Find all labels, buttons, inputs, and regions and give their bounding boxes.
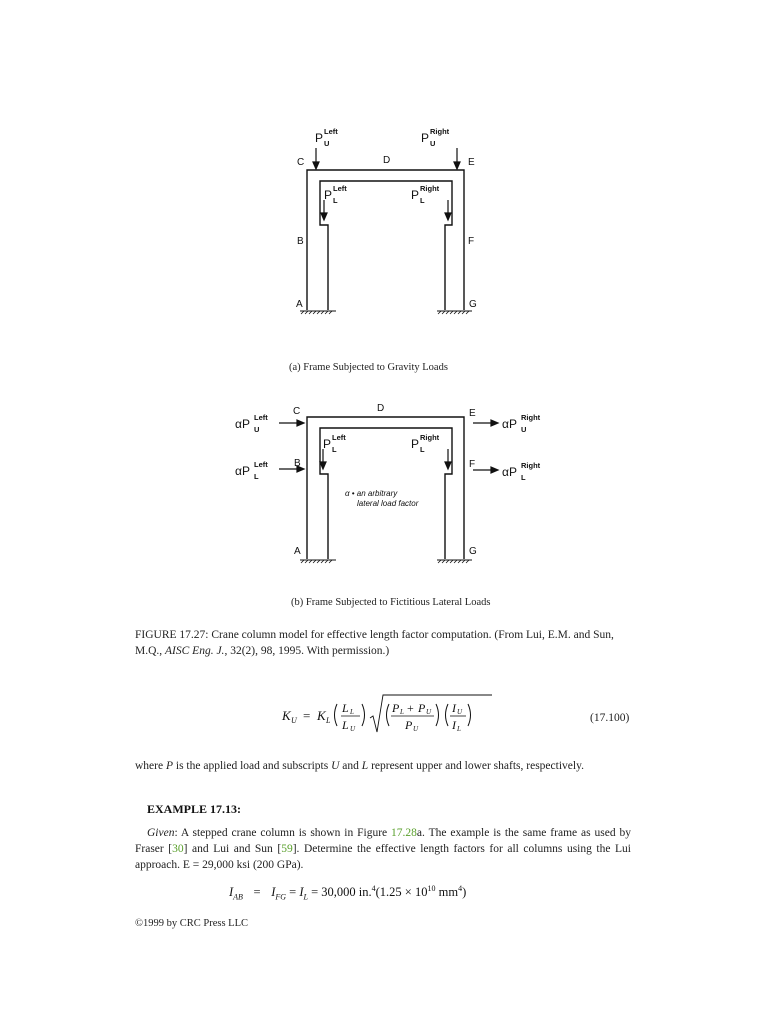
where-text: represent upper and lower shafts, respectively. [368, 760, 584, 772]
caption-journal: AISC Eng. J. [165, 645, 225, 657]
sub-u-label: U [254, 425, 260, 434]
symbol-l: L [361, 760, 369, 772]
figure-b-caption: (b) Frame Subjected to Fictitious Lateral Loads [291, 597, 491, 608]
svg-text:L: L [457, 725, 461, 733]
sup-left-label: Left [333, 184, 347, 193]
figure-a-caption: (a) Frame Subjected to Gravity Loads [289, 362, 448, 373]
example-text: : A stepped crane column is shown in Figure [174, 827, 392, 839]
svg-text:L: L [350, 708, 354, 716]
svg-text:=: = [303, 708, 311, 723]
node-d: D [377, 403, 385, 414]
example-heading: EXAMPLE 17.13: [147, 802, 241, 816]
sub-u-label: U [521, 425, 527, 434]
svg-text:U: U [413, 725, 419, 733]
moment-of-inertia-equation: $I_{AB} = I_{FG} = I_L = 30,000$ $in.^4(1.25 \times 10^{10}$ $mm^4$) [229, 884, 467, 902]
example-given-paragraph [135, 825, 631, 873]
svg-text:P: P [418, 701, 426, 715]
sub-u-label: U [430, 139, 436, 148]
svg-text:I: I [452, 701, 456, 715]
sub-l-label: L [254, 472, 259, 481]
where-text: where [135, 760, 166, 772]
svg-text:L: L [342, 718, 349, 732]
svg-text:U: U [291, 716, 297, 725]
sup-right-label: Right [430, 127, 450, 136]
figure-b-lateral-loads [0, 390, 768, 595]
symbol-p: P [165, 760, 173, 772]
sub-l-label: L [333, 196, 338, 205]
sup-left-label: Left [254, 460, 268, 469]
sup-right-label: Right [420, 184, 440, 193]
svg-text:I: I [452, 718, 456, 732]
sup-right-label: Right [521, 413, 541, 422]
alpha-note-line2: lateral load factor [357, 499, 419, 508]
sup-left-label: Left [254, 413, 268, 422]
sup-right-label: Right [420, 433, 440, 442]
equation-number: (17.100) [590, 712, 630, 724]
node-c: C [297, 157, 305, 168]
citation-ref-59[interactable]: 59 [281, 843, 293, 855]
svg-text:P: P [392, 701, 400, 715]
sub-l-label: L [332, 445, 337, 454]
load-pu-right: P [421, 131, 430, 145]
svg-text:L: L [400, 708, 404, 716]
sub-l-label: L [420, 445, 425, 454]
citation-ref-30[interactable]: 30 [172, 843, 184, 855]
example-text: ] and Lui and Sun [ [183, 843, 282, 855]
node-d: D [383, 155, 391, 166]
alpha-pu-right: αP [502, 417, 517, 431]
eq-rhs-text: = 30,000 in. [311, 885, 372, 900]
node-a: A [294, 546, 301, 557]
sup-left-label: Left [324, 127, 338, 136]
load-pl-right-b: P [411, 437, 420, 451]
given-label: Given [147, 827, 175, 839]
load-pl-left-b: P [323, 437, 332, 451]
alpha-pl-left: αP [235, 464, 250, 478]
node-g: G [469, 299, 477, 310]
equation-17-100 [270, 690, 510, 740]
sup-left-label: Left [332, 433, 346, 442]
svg-text:L: L [326, 716, 331, 725]
svg-text:+: + [407, 701, 414, 715]
node-f: F [468, 236, 475, 247]
svg-text:P: P [405, 718, 413, 732]
node-b: B [297, 236, 304, 247]
figure-17-27-caption [135, 627, 635, 659]
svg-text:L: L [342, 701, 349, 715]
load-pu-left: P [315, 131, 324, 145]
svg-text:K: K [317, 708, 326, 723]
node-e: E [468, 157, 475, 168]
svg-text:U: U [350, 725, 356, 733]
load-arrows-b [320, 449, 451, 469]
caption-text-end: , 32(2), 98, 1995. With permission.) [224, 645, 390, 657]
node-f: F [469, 459, 476, 470]
load-pl-right: P [411, 188, 420, 202]
symbol-u: U [331, 760, 340, 772]
where-text: is the applied load and subscripts [173, 760, 332, 772]
alpha-pu-left: αP [235, 417, 250, 431]
caption-text: FIGURE 17.27: Crane column model for effective length factor computation. (From Lui, E.M. and Sun, M.Q., [135, 629, 614, 657]
figure-a-gravity-loads [0, 0, 768, 360]
sup-right-label: Right [521, 461, 541, 470]
svg-text:U: U [457, 708, 463, 716]
example-text: ]. Determine the effective length factors for all columns using the Lui approach. E = 29,000 ksi (200 GPa). [135, 843, 632, 871]
where-paragraph [135, 758, 635, 774]
example-text: a. The example is the same frame as used by Fraser [ [135, 827, 631, 855]
svg-text:U: U [426, 708, 432, 716]
node-g: G [469, 546, 477, 557]
node-a: A [296, 299, 303, 310]
alpha-note-line1: α • an arbitrary [345, 489, 398, 498]
node-c: C [293, 406, 301, 417]
svg-text:K: K [282, 708, 291, 723]
sub-l-label: L [420, 196, 425, 205]
where-text: and [339, 760, 362, 772]
node-e: E [469, 408, 476, 419]
node-b: B [294, 458, 301, 469]
sub-u-label: U [324, 139, 330, 148]
sub-l-label: L [521, 473, 526, 482]
load-pl-left: P [324, 188, 333, 202]
alpha-pl-right: αP [502, 465, 517, 479]
copyright-footer: ©1999 by CRC Press LLC [135, 918, 248, 929]
figure-ref-link[interactable]: 17.28 [391, 827, 417, 839]
